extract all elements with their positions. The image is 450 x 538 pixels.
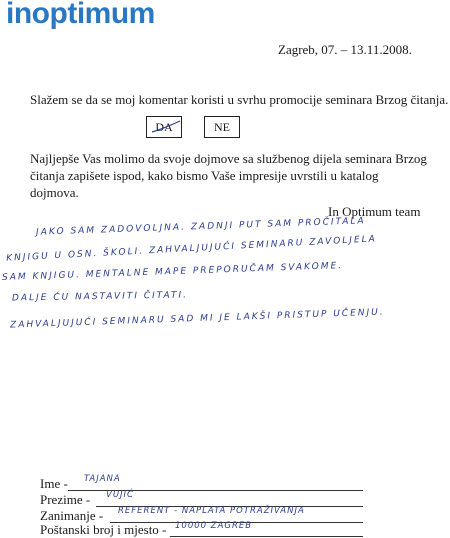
handwritten-line: KNJIGU U OSN. ŠKOLI. ZAHVALJUJUĆI SEMINARU ZAVOLJELA xyxy=(5,234,378,264)
field-label-postanski: Poštanski broj i mjesto - xyxy=(40,522,167,537)
field-value-prezime[interactable]: VUJIĆ xyxy=(106,490,134,500)
field-label-ime: Ime - xyxy=(40,476,68,491)
field-value-ime[interactable]: TAJANA xyxy=(84,474,121,484)
logo-prefix: in xyxy=(6,0,32,30)
handwritten-line: ZAHVALJUJUĆI SEMINARU SAD MI JE LAKŠI PRISTUP UČENJU. xyxy=(9,307,385,331)
field-value-postanski[interactable]: 10000 ZAGREB xyxy=(175,521,253,531)
field-value-zanimanje[interactable]: REFERENT - NAPLATA POTRAŽIVANJA xyxy=(118,506,305,516)
logo-main: optimum xyxy=(31,0,155,30)
handwritten-line: SAM KNJIGU. MENTALNE MAPE PREPORUČAM SVAKOME. xyxy=(1,261,344,283)
option-yes-box[interactable] xyxy=(146,116,182,138)
option-no-label: NE xyxy=(214,120,230,134)
checkmark-strike-icon xyxy=(149,118,183,136)
inoptimum-logo xyxy=(6,0,155,32)
handwritten-line: DALJE ĆU NASTAVITI ČITATI. xyxy=(11,290,189,304)
field-label-zanimanje: Zanimanje - xyxy=(40,508,104,523)
handwritten-line: JAKO SAM ZADOVOLJNA. ZADNJI PUT SAM PROČITALA xyxy=(35,216,366,238)
handwritten-comment xyxy=(0,216,450,352)
option-no-box[interactable] xyxy=(204,116,240,138)
option-yes-label: DA xyxy=(155,120,173,134)
date-line: Zagreb, 07. – 13.11.2008. xyxy=(278,42,412,57)
team-signature: In Optimum team xyxy=(328,204,421,219)
consent-text: Slažem se da se moj komentar koristi u svrhu promocije seminara Brzog čitanja. xyxy=(30,92,449,107)
request-text: Najljepše Vas molimo da svoje dojmove sa službenog dijela seminara Brzog čitanja zapišete ispod, kako bismo Vaše impresije uvrstili u katalog dojmova. xyxy=(30,151,427,200)
field-underline xyxy=(170,536,363,537)
field-label-prezime: Prezime - xyxy=(40,492,91,507)
